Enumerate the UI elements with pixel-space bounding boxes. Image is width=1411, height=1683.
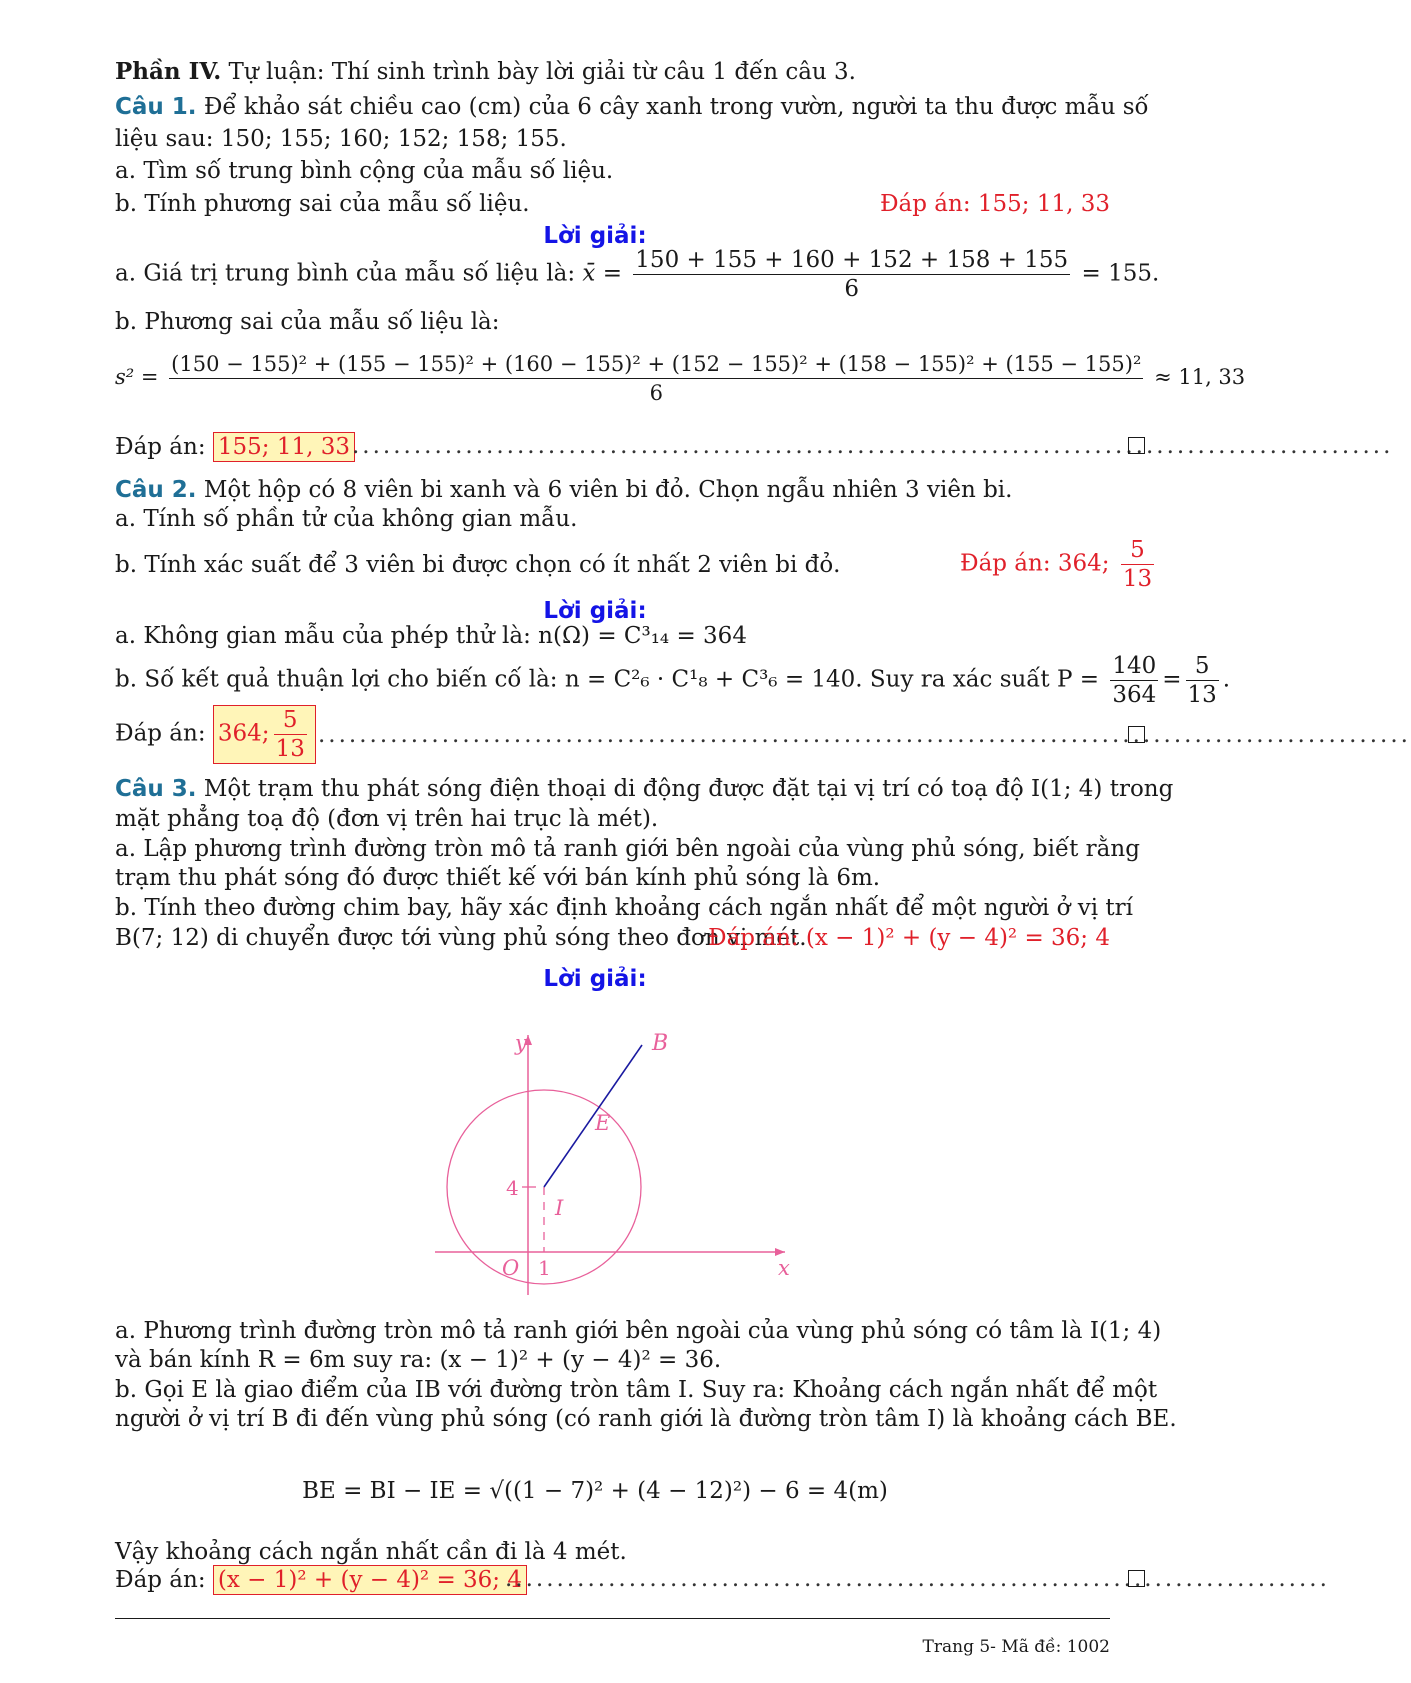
q2-solution-heading: Lời giải: bbox=[543, 598, 647, 624]
q1-label: Câu 1. bbox=[115, 94, 197, 120]
part-heading bbox=[115, 58, 856, 86]
q3-text-line2: mặt phẳng toạ độ (đơn vị trên hai trục là mét). bbox=[115, 806, 659, 832]
q1-mean-fraction bbox=[633, 246, 1070, 303]
q3-answer-hint: Đáp án: (x − 1)² + (y − 4)² = 36; 4 bbox=[708, 925, 1110, 951]
tick-label-1: 1 bbox=[538, 1256, 551, 1280]
label-e: E bbox=[595, 1111, 611, 1135]
q1-variance-result: ≈ 11, 33 bbox=[1154, 365, 1246, 389]
label-i: I bbox=[555, 1196, 564, 1220]
q2-part-a: a. Tính số phần tử của không gian mẫu. bbox=[115, 506, 578, 532]
q3-qed-box bbox=[1128, 1570, 1145, 1587]
q2-solution-a: a. Không gian mẫu của phép thử là: n(Ω) = C³₁₄ = 364 bbox=[115, 623, 747, 649]
q3-text-line1: Một trạm thu phát sóng điện thoại di động được đặt tại vị trí có toạ độ I(1; 4) trong bbox=[196, 776, 1174, 802]
label-o: O bbox=[502, 1256, 520, 1280]
q3-statement bbox=[115, 775, 1173, 803]
tick-label-4: 4 bbox=[506, 1176, 519, 1200]
q3-coverage-figure bbox=[420, 1005, 820, 1300]
q3-answer-label: Đáp án: bbox=[115, 1567, 206, 1593]
q3-part-a-line1: a. Lập phương trình đường tròn mô tả ranh giới bên ngoài của vùng phủ sóng, biết rằng bbox=[115, 836, 1140, 862]
q2-text: Một hộp có 8 viên bi xanh và 6 viên bi đỏ. Chọn ngẫu nhiên 3 viên bi. bbox=[196, 477, 1013, 503]
q3-answer-box: (x − 1)² + (y − 4)² = 36; 4 bbox=[213, 1565, 527, 1595]
q2-statement bbox=[115, 476, 1012, 504]
q3-part-a-line2: trạm thu phát sóng đó được thiết kế với bán kính phủ sóng là 6m. bbox=[115, 865, 881, 891]
segment-ib bbox=[544, 1045, 642, 1187]
q1-answer-label: Đáp án: bbox=[115, 434, 206, 460]
q2-answer-row bbox=[115, 705, 316, 764]
q2-answer-box-prefix: 364; bbox=[217, 720, 270, 747]
q1-part-a: a. Tìm số trung bình cộng của mẫu số liệu. bbox=[115, 158, 614, 184]
q1-variance-numerator: (150 − 155)² + (155 − 155)² + (160 − 155)² + (152 − 155)² + (158 − 155)² + (155 − 155)² bbox=[169, 350, 1143, 379]
q2-prob1-numerator: 140 bbox=[1112, 653, 1157, 679]
q1-variance-denominator: 6 bbox=[649, 381, 663, 405]
q3-solution-heading: Lời giải: bbox=[543, 966, 647, 992]
x-axis-arrow-icon bbox=[775, 1248, 785, 1256]
q2-prob2-denominator: 13 bbox=[1187, 682, 1217, 708]
q2-part-b: b. Tính xác suất để 3 viên bi được chọn có ít nhất 2 viên bi đỏ. bbox=[115, 552, 841, 578]
q1-answer-hint: Đáp án: 155; 11, 33 bbox=[879, 191, 1110, 217]
q1-qed-box bbox=[1128, 437, 1145, 454]
q3-sol-b-line1: b. Gọi E là giao điểm của IB với đường tròn tâm I. Suy ra: Khoảng cách ngắn nhất để một bbox=[115, 1377, 1158, 1403]
footer-rule bbox=[115, 1618, 1110, 1619]
q2-qed-box bbox=[1128, 726, 1145, 743]
q1-answer-row bbox=[115, 432, 355, 462]
q1-sol-b-prefix: b. Phương sai của mẫu số liệu là: bbox=[115, 309, 500, 335]
q3-label: Câu 3. bbox=[115, 776, 197, 802]
q3-sol-a-line2: và bán kính R = 6m suy ra: (x − 1)² + (y − 4)² = 36. bbox=[115, 1347, 722, 1373]
q3-dotted-leader: ................................................................................ bbox=[505, 1566, 1330, 1592]
part-title: Phần IV. bbox=[115, 58, 222, 85]
label-b: B bbox=[652, 1031, 669, 1056]
q2-sol-b-prefix: b. Số kết quả thuận lợi cho biến cố là: n = C²₆ · C¹₈ + C³₆ = 140. Suy ra xác suất P = bbox=[115, 666, 1100, 693]
q2-answer-label: Đáp án: bbox=[115, 720, 206, 747]
q1-mean-denominator: 6 bbox=[844, 276, 860, 302]
q1-sol-a-xbar: x̄ = bbox=[582, 260, 622, 287]
page-footer: Trang 5- Mã đề: 1002 bbox=[922, 1637, 1110, 1657]
q3-part-b-line2: B(7; 12) di chuyển được tới vùng phủ sóng theo đơn vị mét. bbox=[115, 925, 807, 951]
q1-part-b: b. Tính phương sai của mẫu số liệu. bbox=[115, 191, 530, 217]
q1-mean-result: = 155. bbox=[1081, 260, 1160, 287]
q2-answer-box-fraction bbox=[274, 706, 307, 763]
q2-answer-hint bbox=[960, 536, 1158, 593]
q1-solution-heading: Lời giải: bbox=[543, 223, 647, 249]
q2-answer-box bbox=[213, 705, 316, 764]
q2-prob-fraction-2 bbox=[1186, 652, 1219, 709]
q3-part-b-line1: b. Tính theo đường chim bay, hãy xác định khoảng cách ngắn nhất để một người ở vị trí bbox=[115, 895, 1133, 921]
q2-box-denominator: 13 bbox=[275, 736, 305, 762]
q1-text-line2: liệu sau: 150; 155; 160; 152; 158; 155. bbox=[115, 126, 567, 152]
q2-prob-fraction-1 bbox=[1110, 652, 1158, 709]
q2-answer-hint-fraction bbox=[1121, 536, 1154, 593]
q2-hint-denominator: 13 bbox=[1122, 566, 1153, 592]
q1-sol-a-prefix: a. Giá trị trung bình của mẫu số liệu là: bbox=[115, 260, 583, 287]
q2-prob-equals: = bbox=[1162, 666, 1182, 693]
q2-box-numerator: 5 bbox=[274, 706, 307, 735]
q1-text-line1: Để khảo sát chiều cao (cm) của 6 cây xanh trong vườn, người ta thu được mẫu số bbox=[196, 94, 1149, 120]
q1-dotted-leader: ..................................................................................................... bbox=[352, 433, 1394, 459]
q3-conclusion: Vậy khoảng cách ngắn nhất cần đi là 4 mét. bbox=[115, 1539, 627, 1565]
q2-prob2-numerator: 5 bbox=[1186, 652, 1219, 681]
q1-mean-numerator: 150 + 155 + 160 + 152 + 158 + 155 bbox=[635, 247, 1069, 273]
q1-variance-formula bbox=[115, 350, 1245, 407]
part-description: Tự luận: Thí sinh trình bày lời giải từ câu 1 đến câu 3. bbox=[221, 59, 856, 85]
q2-answer-hint-prefix: Đáp án: 364; bbox=[960, 550, 1110, 577]
q2-hint-numerator: 5 bbox=[1121, 536, 1154, 565]
q1-variance-lhs: s² = bbox=[115, 365, 159, 389]
q2-prob1-denominator: 364 bbox=[1112, 682, 1157, 708]
q1-answer-box: 155; 11, 33 bbox=[213, 432, 355, 462]
q3-distance-formula: BE = BI − IE = √((1 − 7)² + (4 − 12)²) − 6 = 4(m) bbox=[302, 1478, 888, 1504]
q1-statement bbox=[115, 93, 1149, 121]
q3-sol-b-line2: người ở vị trí B đi đến vùng phủ sóng (có ranh giới là đường tròn tâm I) là khoảng cách BE. bbox=[115, 1406, 1177, 1432]
q3-sol-a-line1: a. Phương trình đường tròn mô tả ranh giới bên ngoài của vùng phủ sóng có tâm là I(1; 4) bbox=[115, 1318, 1162, 1344]
q1-solution-a bbox=[115, 246, 1159, 303]
label-y: y bbox=[515, 1031, 527, 1055]
q2-dotted-leader: .......................................................................................................... bbox=[318, 722, 1411, 748]
q3-answer-row bbox=[115, 1565, 527, 1595]
q1-variance-fraction bbox=[169, 350, 1143, 407]
label-x: x bbox=[778, 1256, 790, 1280]
q2-solution-b: b. Số kết quả thuận lợi cho biến cố là: n = C²₆ · C¹₈ + C³₆ = 140. Suy ra xác suất P = $\frac{140}{364}$ = $\frac{5}{13}$ . bbox=[115, 653, 1231, 708]
q2-label: Câu 2. bbox=[115, 477, 197, 503]
